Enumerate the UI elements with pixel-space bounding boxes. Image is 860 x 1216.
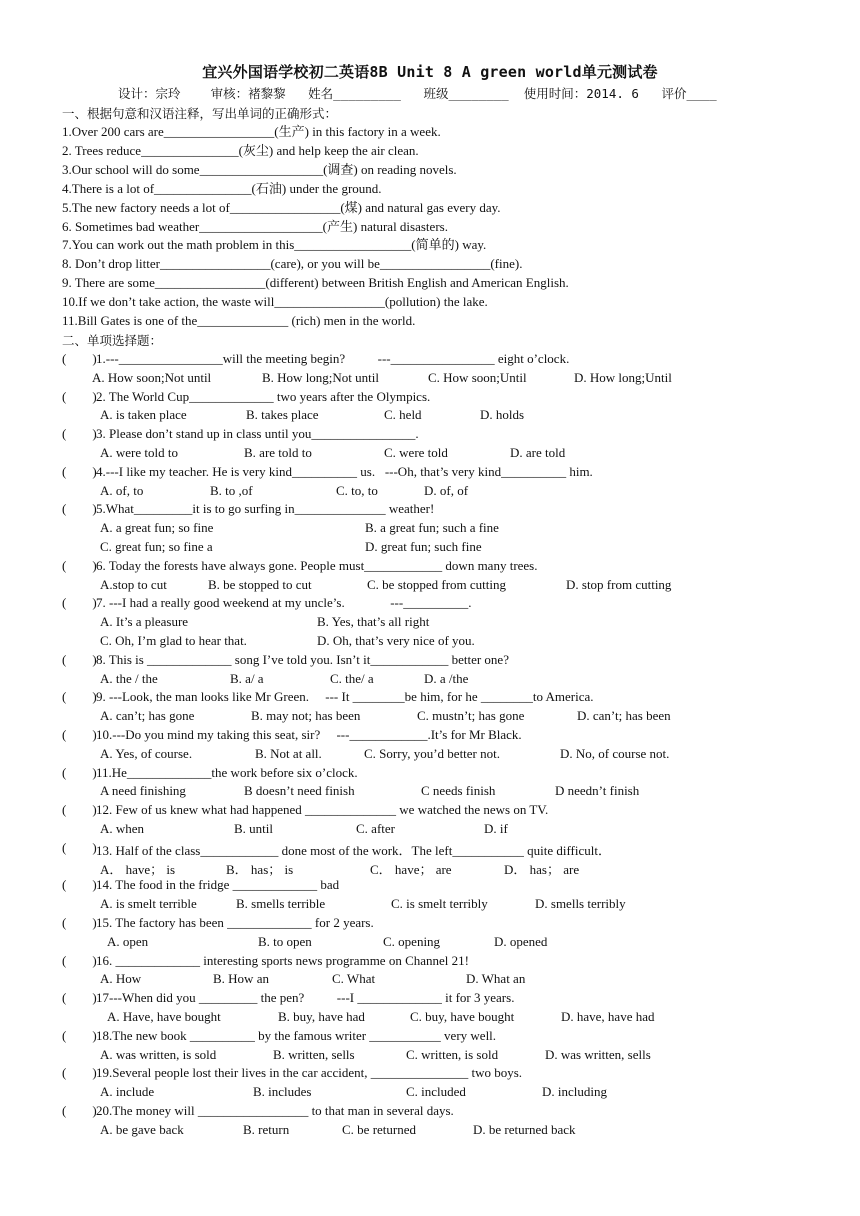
option-b: B. may not; has been [251,708,361,724]
option-d: D. holds [480,407,525,423]
answer-bracket: ( ) [62,952,97,968]
answer-bracket: ( ) [62,689,97,705]
answer-bracket: ( ) [62,426,97,442]
option-b: B. until [234,821,274,836]
section1-heading: 一、根据句意和汉语注释，写出单词的正确形式： [62,106,338,121]
option-c: C. opening [383,933,441,949]
answer-bracket: ( ) [62,990,97,1006]
option-c: C. be returned [342,1121,417,1137]
answer-bracket: ( ) [62,463,97,479]
answer-bracket: ( ) [62,1065,97,1081]
answer-bracket: ( ) [62,839,97,855]
option-c: C． have； are [370,861,452,877]
option-d: D. of, of [424,482,469,498]
question-stem: 7. ---I had a really good weekend at my uncle’s. ---__________. [96,595,472,611]
option-c: C needs finish [421,783,496,799]
option-a: A. open [107,933,149,949]
option-d: D. What an [466,971,526,987]
question-stem: 14. The food in the fridge _____________ bad [96,877,340,893]
answer-bracket: ( ) [62,915,97,930]
option-c: C. Oh, I’m glad to hear that. [100,633,247,648]
fill-in-item: 3.Our school will do some___________________(调查) on reading novels. [62,161,457,177]
question-stem: 1.---________________will the meeting begin? ---________________ eight o’clock. [96,351,570,366]
option-c: C. written, is sold [406,1046,499,1062]
option-b: B. buy, have had [278,1009,365,1024]
option-a: A. Have, have bought [107,1009,221,1024]
question-stem: 18.The new book __________ by the famous writer ___________ very well. [96,1027,497,1043]
option-b: B. a great fun; such a fine [365,520,499,536]
answer-bracket: ( ) [62,1103,97,1118]
option-d: D. if [484,821,508,836]
fill-in-item: 10.If we don’t take action, the waste will_________________(pollution) the lake. [62,294,488,310]
page-title: 宜兴外国语学校初二英语8B Unit 8 A green world单元测试卷 [202,63,658,81]
question-stem: 11.He_____________the work before six o’clock. [96,764,358,780]
option-a: A. include [100,1084,155,1100]
option-c: C. buy, have bought [410,1009,515,1024]
answer-bracket: ( ) [62,351,97,366]
option-b: B. be stopped to cut [208,576,312,592]
question-stem: 3. Please don’t stand up in class until you________________. [96,426,419,442]
option-a: A. when [100,821,145,836]
option-b: B. Not at all. [255,745,322,761]
option-c: C. included [406,1084,466,1100]
option-d: D. How long;Until [574,369,672,385]
option-a: A. of, to [100,482,144,498]
fill-in-item: 5.The new factory needs a lot of_________________(煤) and natural gas every day. [62,199,501,215]
question-stem: 6. Today the forests have always gone. People must____________ down many trees. [96,557,538,573]
option-d: D. No, of course not. [560,745,670,761]
option-d: D. be returned back [473,1121,576,1137]
option-b: B. to ,of [210,482,253,498]
answer-bracket: ( ) [62,501,97,517]
option-b: B. Yes, that’s all right [317,614,430,630]
question-stem: 13. Half of the class____________ done most of the work．The left___________ quite difficult． [96,842,611,858]
question-stem: 9. ---Look, the man looks like Mr Green. --- It ________be him, for he ________to America. [96,689,594,705]
answer-bracket: ( ) [62,727,97,742]
option-a: A. Yes, of course. [100,745,193,761]
fill-in-item: 2. Trees reduce_______________(灰尘) and help keep the air clean. [62,142,419,158]
option-d: D. stop from cutting [566,576,672,592]
answer-bracket: ( ) [62,651,97,667]
option-c: C. after [356,821,395,836]
fill-in-item: 6. Sometimes bad weather___________________(产生) natural disasters. [62,218,448,234]
option-a: A. is smelt terrible [100,896,197,912]
option-a: A. How [100,971,142,987]
option-b: B doesn’t need finish [244,783,355,799]
option-d: D. can’t; has been [577,708,671,724]
option-a: A.stop to cut [100,576,167,592]
design-info-line: 设计：宗玲 审核：褚黎黎 姓名_________ 班级________ 使用时间：2014. 6 评价____ [118,86,717,101]
fill-in-item: 8. Don’t drop litter_________________(care), or you will be_________________(fine). [62,256,523,272]
option-d: D. have, have had [561,1009,655,1024]
answer-bracket: ( ) [62,764,97,780]
option-d: D. are told [510,445,566,460]
option-c: C. is smelt terribly [391,896,488,912]
question-stem: 19.Several people lost their lives in the car accident, _______________ two boys. [96,1065,523,1081]
option-b: B. takes place [246,407,319,423]
question-stem: 10.---Do you mind my taking this seat, sir? ---____________.It’s for Mr Black. [96,727,522,742]
question-stem: 4.---I like my teacher. He is very kind__________ us. ---Oh, that’s very kind__________ him. [96,463,593,479]
option-d: D. opened [494,933,548,949]
option-d: D． has； are [504,861,580,877]
option-d: D needn’t finish [555,783,640,799]
option-d: D. including [542,1084,607,1100]
option-a: A. was written, is sold [100,1046,217,1062]
fill-in-item: 11.Bill Gates is one of the______________ (rich) men in the world. [62,313,416,328]
option-b: B. includes [253,1084,312,1100]
option-b: B． has； is [226,861,294,877]
fill-in-item: 4.There is a lot of_______________(石油) under the ground. [62,180,382,196]
option-d: D. smells terribly [535,896,626,912]
answer-bracket: ( ) [62,557,97,573]
option-a: A. How soon;Not until [92,369,212,385]
option-b: B. a/ a [230,670,264,686]
option-b: B. How an [213,971,269,987]
question-stem: 20.The money will _________________ to that man in several days. [96,1103,454,1118]
answer-bracket: ( ) [62,388,97,404]
option-b: B. How long;Not until [262,369,380,385]
answer-bracket: ( ) [62,595,97,611]
option-c: C. How soon;Until [428,369,527,385]
option-b: B. are told to [244,445,312,460]
option-c: C. to, to [336,482,378,498]
question-stem: 5.What_________it is to go surfing in______________ weather! [96,501,435,517]
question-stem: 8. This is _____________ song I’ve told you. Isn’t it____________ better one? [96,651,509,667]
option-b: B. to open [258,933,312,949]
option-c: C. were told [384,445,448,460]
question-stem: 15. The factory has been _____________ for 2 years. [96,915,374,930]
answer-bracket: ( ) [62,1027,97,1043]
option-c: C. the/ a [330,670,374,686]
option-c: C. be stopped from cutting [367,576,507,592]
option-a: A need finishing [100,783,186,799]
option-d: D. a /the [424,670,469,686]
option-b: B. written, sells [273,1046,355,1062]
option-c: C. held [384,407,422,423]
option-a: A. is taken place [100,407,187,423]
option-a: A. can’t; has gone [100,708,195,724]
option-a: A. a great fun; so fine [100,520,214,536]
section2-heading: 二、单项选择题： [62,333,163,348]
option-a: A． have； is [100,861,176,877]
option-d: D. was written, sells [545,1046,651,1062]
fill-in-item: 7.You can work out the math problem in this__________________(简单的) way. [62,237,487,253]
option-b: B. smells terrible [236,896,326,912]
option-d: D. great fun; such fine [365,539,482,554]
option-c: C. Sorry, you’d better not. [364,745,500,761]
option-b: B. return [243,1121,290,1137]
question-stem: 2. The World Cup_____________ two years after the Olympics. [96,388,431,404]
question-stem: 12. Few of us knew what had happened ______________ we watched the news on TV. [96,802,549,818]
option-a: A. the / the [100,670,158,686]
answer-bracket: ( ) [62,877,97,893]
fill-in-item: 1.Over 200 cars are_________________(生产) in this factory in a week. [62,124,441,139]
option-a: A. were told to [100,445,178,460]
option-c: C. great fun; so fine a [100,539,213,554]
question-stem: 16. _____________ interesting sports news programme on Channel 21! [96,952,469,968]
option-c: C. What [332,971,376,987]
option-c: C. mustn’t; has gone [417,708,525,724]
option-a: A. It’s a pleasure [100,614,189,630]
fill-in-item: 9. There are some_________________(different) between British English and American English. [62,275,569,291]
option-a: A. be gave back [100,1121,184,1137]
answer-bracket: ( ) [62,802,97,818]
question-stem: 17---When did you _________ the pen? ---I _____________ it for 3 years. [96,990,515,1006]
option-d: D. Oh, that’s very nice of you. [317,633,475,648]
